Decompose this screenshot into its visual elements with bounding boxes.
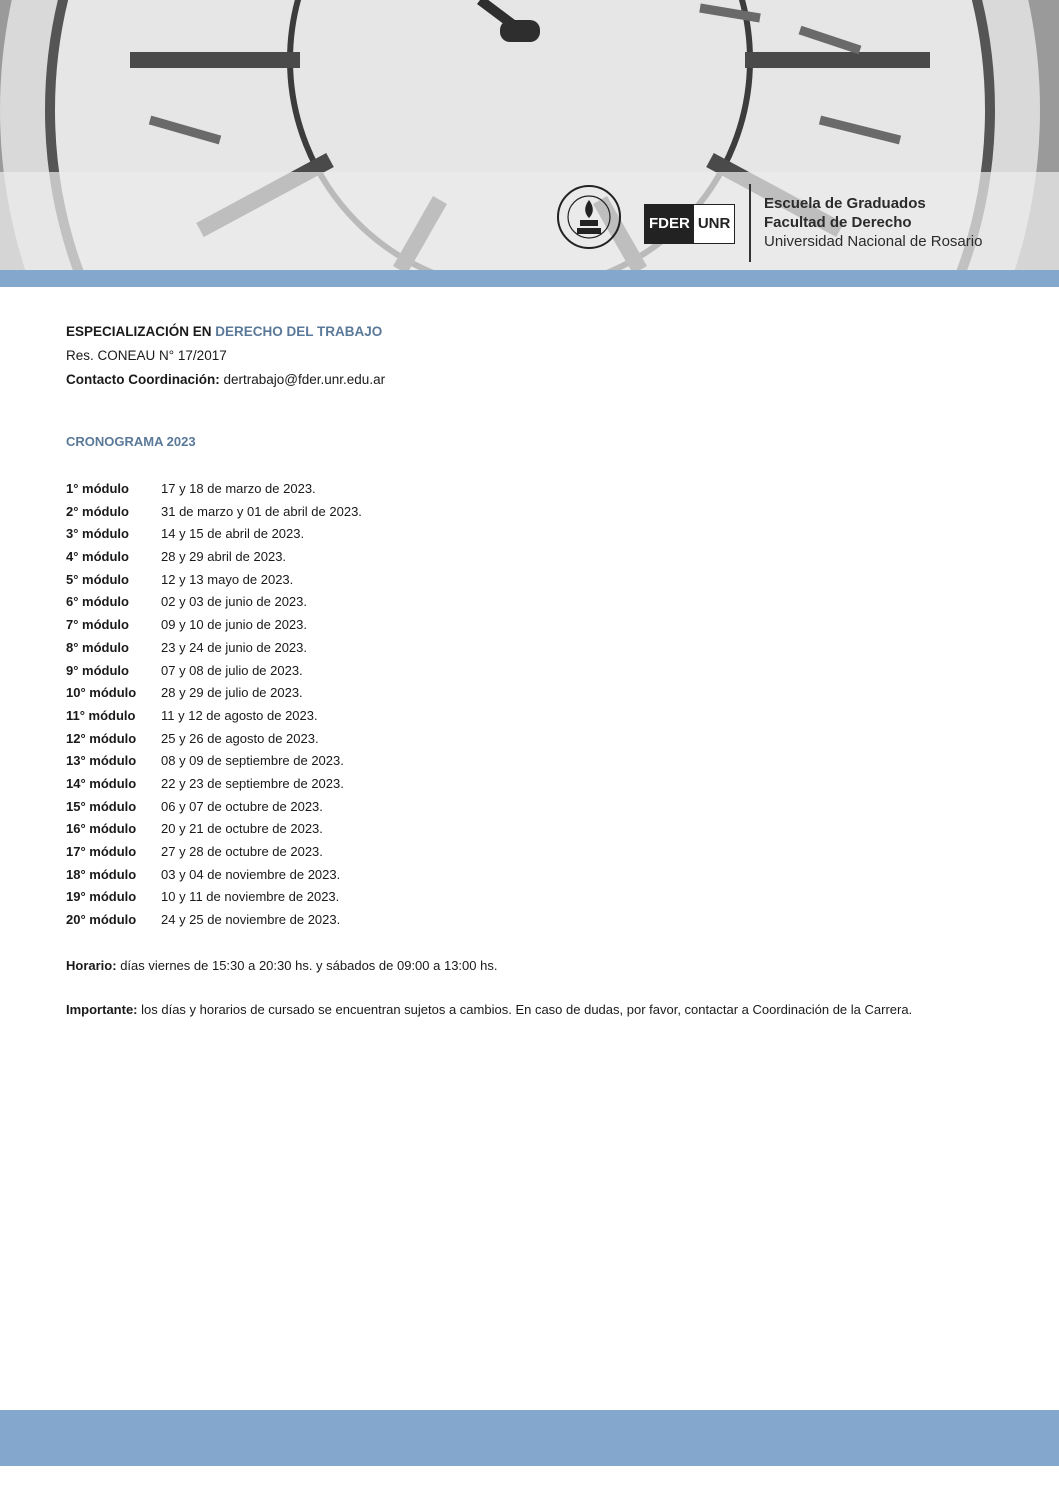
module-label: 17° módulo xyxy=(66,844,137,859)
schedule-row xyxy=(66,546,362,569)
module-label: 16° módulo xyxy=(66,821,137,837)
module-date: 17 y 18 de marzo de 2023. xyxy=(161,481,316,496)
schedule-title: CRONOGRAMA 2023 xyxy=(66,434,196,449)
module-date: 14 y 15 de abril de 2023. xyxy=(161,526,305,542)
module-date: 22 y 23 de septiembre de 2023. xyxy=(161,775,344,791)
module-label: 12° módulo xyxy=(66,730,137,746)
module-date: 28 y 29 abril de 2023. xyxy=(161,549,287,565)
schedule-row xyxy=(66,728,362,751)
importante-label: Importante: xyxy=(66,1002,138,1017)
module-date: 27 y 28 de octubre de 2023. xyxy=(161,844,323,859)
module-label: 6° módulo xyxy=(66,594,129,610)
module-label: 3° módulo xyxy=(66,526,129,542)
school-line-3: Universidad Nacional de Rosario xyxy=(764,233,983,250)
module-label: 20° módulo xyxy=(66,912,137,928)
importante-text: los días y horarios de cursado se encuentran sujetos a cambios. En caso de dudas, por favor, contactar a Coordinación de la Carrera. xyxy=(141,1002,913,1017)
schedule-row xyxy=(66,864,362,887)
schedule-row xyxy=(66,909,362,932)
horario-text: días viernes de 15:30 a 20:30 hs. y sábados de 09:00 a 13:00 hs. xyxy=(120,958,498,973)
schedule-list xyxy=(66,478,362,932)
schedule-row xyxy=(66,818,362,841)
resolution: Res. CONEAU N° 17/2017 xyxy=(66,348,227,363)
module-label: 4° módulo xyxy=(66,549,129,565)
module-date: 20 y 21 de octubre de 2023. xyxy=(161,821,323,837)
school-line-1: Escuela de Graduados xyxy=(764,195,926,212)
module-label: 10° módulo xyxy=(66,685,137,701)
module-label: 5° módulo xyxy=(66,571,129,587)
schedule-row xyxy=(66,591,362,614)
schedule-row xyxy=(66,773,362,796)
program-title-prefix: ESPECIALIZACIÓN EN xyxy=(66,324,212,339)
schedule-row xyxy=(66,637,362,660)
horario-label: Horario: xyxy=(66,958,117,973)
schedule-row xyxy=(66,523,362,546)
schedule-row xyxy=(66,478,362,501)
module-date: 06 y 07 de octubre de 2023. xyxy=(161,798,323,814)
module-label: 15° módulo xyxy=(66,798,137,814)
university-seal-logo xyxy=(556,184,622,250)
contact-email: dertrabajo@fder.unr.edu.ar xyxy=(223,372,386,387)
module-date: 07 y 08 de julio de 2023. xyxy=(161,662,303,678)
header-banner xyxy=(0,0,1059,270)
module-date: 08 y 09 de septiembre de 2023. xyxy=(161,753,344,769)
unr-logo-text: UNR xyxy=(694,205,735,243)
schedule-row xyxy=(66,569,362,592)
schedule-row xyxy=(66,660,362,683)
contact-line xyxy=(66,368,994,392)
fder-unr-logo xyxy=(644,204,735,244)
schedule-row xyxy=(66,682,362,705)
contact-label: Contacto Coordinación: xyxy=(66,372,220,387)
module-label: 8° módulo xyxy=(66,639,129,655)
module-label: 1° módulo xyxy=(66,481,129,496)
module-date: 23 y 24 de junio de 2023. xyxy=(161,639,308,655)
module-label: 7° módulo xyxy=(66,617,129,633)
program-info xyxy=(66,320,994,392)
module-date: 31 de marzo y 01 de abril de 2023. xyxy=(161,503,362,519)
module-date: 25 y 26 de agosto de 2023. xyxy=(161,730,319,746)
schedule-row xyxy=(66,705,362,728)
logo-group xyxy=(556,184,1036,262)
module-date: 28 y 29 de julio de 2023. xyxy=(161,685,303,701)
module-date: 11 y 12 de agosto de 2023. xyxy=(161,707,318,723)
schedule-row xyxy=(66,841,362,864)
schedule-row xyxy=(66,501,362,524)
horario-note xyxy=(66,954,994,978)
module-label: 19° módulo xyxy=(66,889,137,905)
program-title xyxy=(66,320,994,344)
module-date: 24 y 25 de noviembre de 2023. xyxy=(161,912,341,928)
fder-logo-text: FDER xyxy=(645,205,694,243)
schedule-row xyxy=(66,796,362,819)
schedule-row xyxy=(66,886,362,909)
module-label: 13° módulo xyxy=(66,753,137,769)
schedule-row xyxy=(66,614,362,637)
top-blue-bar xyxy=(0,270,1059,287)
importante-note xyxy=(66,998,994,1022)
module-label: 2° módulo xyxy=(66,503,129,519)
module-label: 9° módulo xyxy=(66,662,129,678)
module-date: 12 y 13 mayo de 2023. xyxy=(161,571,294,587)
module-date: 10 y 11 de noviembre de 2023. xyxy=(161,889,340,905)
module-date: 02 y 03 de junio de 2023. xyxy=(161,594,308,610)
module-label: 14° módulo xyxy=(66,775,137,791)
school-line-2: Facultad de Derecho xyxy=(764,214,912,231)
logo-divider xyxy=(749,184,751,262)
module-label: 11° módulo xyxy=(66,707,136,723)
module-date: 09 y 10 de junio de 2023. xyxy=(161,617,308,633)
bottom-blue-bar xyxy=(0,1410,1059,1466)
school-name xyxy=(764,194,982,251)
module-date: 03 y 04 de noviembre de 2023. xyxy=(161,866,341,882)
schedule-row xyxy=(66,750,362,773)
program-title-accent: DERECHO DEL TRABAJO xyxy=(215,324,383,339)
module-label: 18° módulo xyxy=(66,866,137,882)
